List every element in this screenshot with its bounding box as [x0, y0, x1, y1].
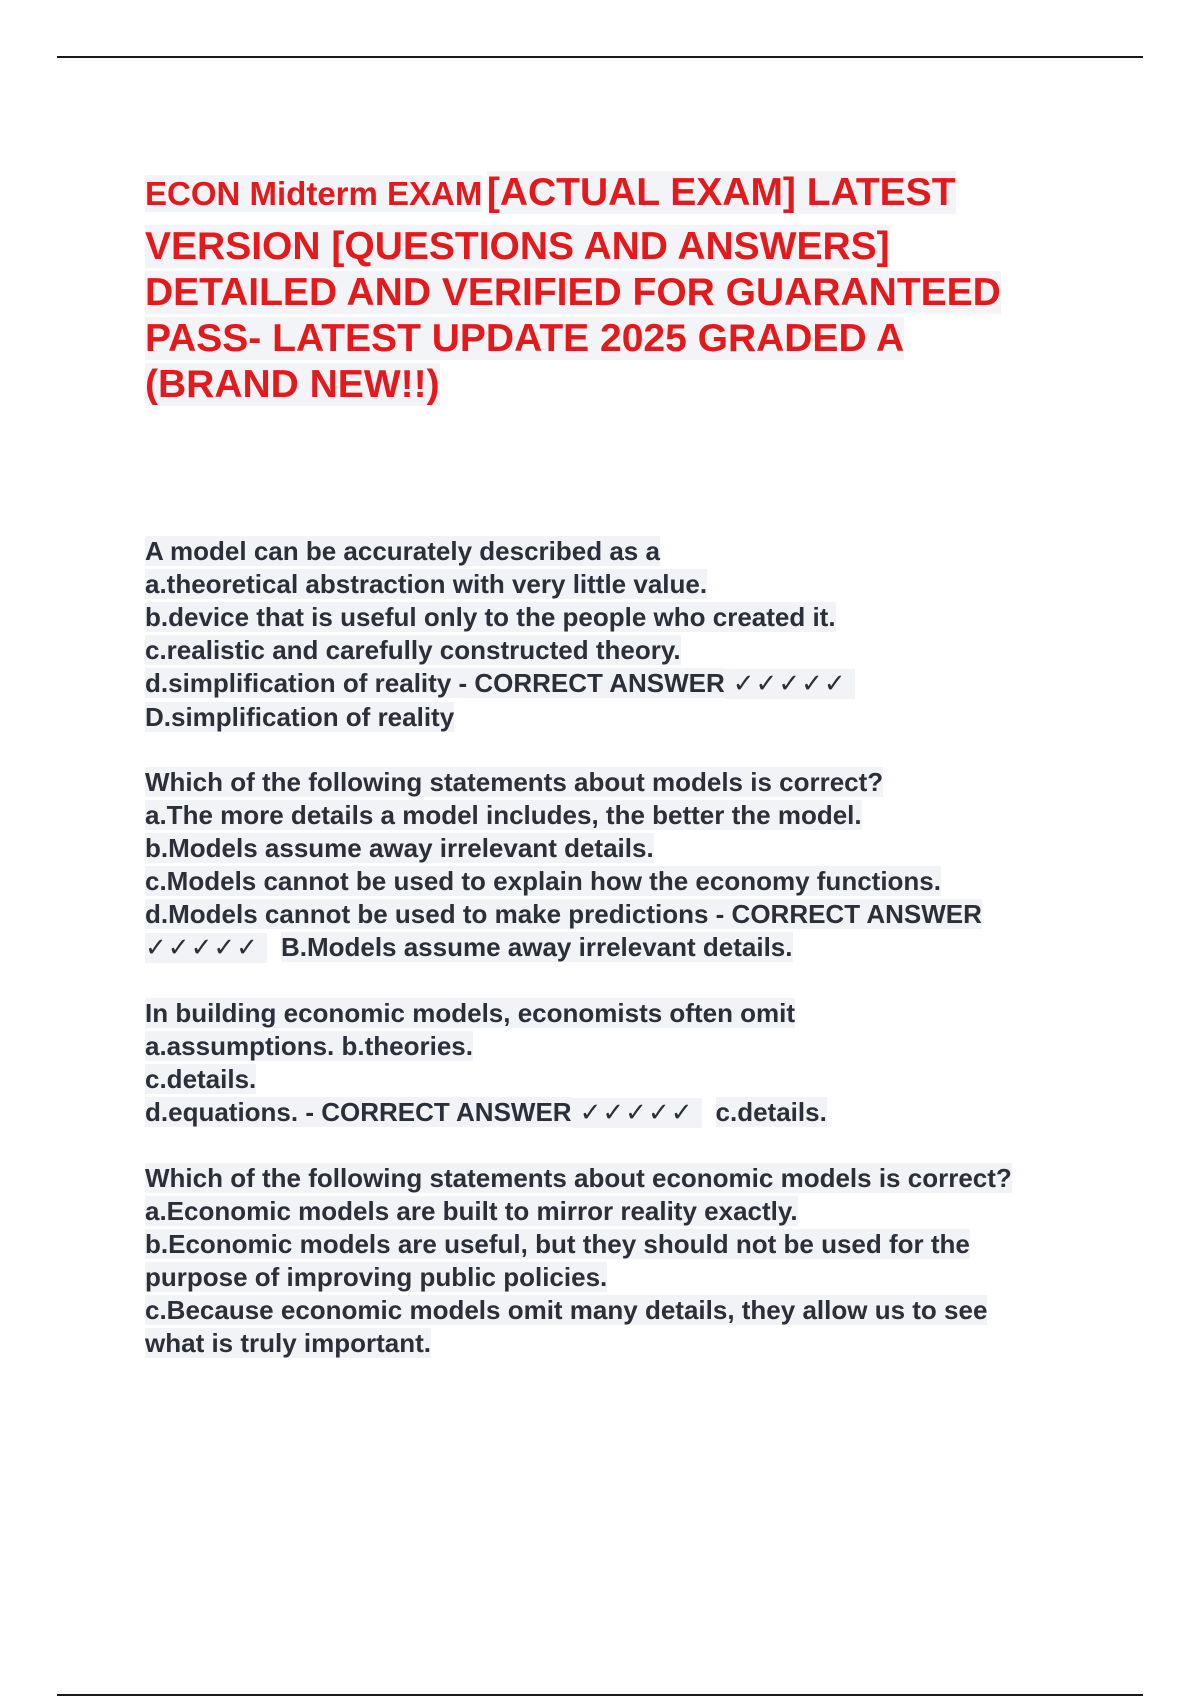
question-3: [145, 997, 1105, 1130]
option-c: c.realistic and carefully constructed theory.: [145, 635, 681, 665]
option-c: c.Because economic models omit many details, they allow us to see: [145, 1295, 988, 1325]
footer-rule: [57, 1694, 1143, 1696]
checkmarks-icon: ✓✓✓✓✓: [725, 669, 855, 699]
option-b: b.device that is useful only to the people who created it.: [145, 602, 836, 632]
checkmarks-icon: ✓✓✓✓✓: [145, 933, 267, 963]
option-b-continued: purpose of improving public policies.: [145, 1262, 608, 1292]
option-b: b.Economic models are useful, but they should not be used for the: [145, 1229, 970, 1259]
option-b: b.Models assume away irrelevant details.: [145, 833, 654, 863]
document-title: [145, 170, 1075, 408]
question-list: [145, 535, 1105, 1392]
question-2: [145, 766, 1105, 965]
correct-answer: D.simplification of reality: [145, 702, 455, 732]
option-a: a.Economic models are built to mirror reality exactly.: [145, 1196, 798, 1226]
checkmarks-icon: ✓✓✓✓✓: [572, 1098, 702, 1128]
option-d: d.equations. - CORRECT ANSWER: [145, 1097, 572, 1127]
option-a: a.theoretical abstraction with very little value.: [145, 569, 708, 599]
option-d: d.simplification of reality - CORRECT ANSWER: [145, 668, 725, 698]
option-a-b: a.assumptions. b.theories.: [145, 1031, 473, 1061]
header-rule: [57, 56, 1143, 58]
correct-answer: B.Models assume away irrelevant details.: [280, 932, 793, 962]
correct-answer: c.details.: [715, 1097, 827, 1127]
question-4: [145, 1162, 1105, 1360]
question-1: [145, 535, 1105, 734]
option-a: a.The more details a model includes, the better the model.: [145, 800, 862, 830]
title-part-2: [ACTUAL EXAM] LATEST: [486, 171, 956, 214]
title-line-2: VERSION [QUESTIONS AND ANSWERS]: [145, 225, 890, 268]
option-c: c.details.: [145, 1064, 257, 1094]
option-d: d.Models cannot be used to make predictions - CORRECT ANSWER: [145, 899, 982, 929]
question-prompt: Which of the following statements about models is correct?: [145, 767, 884, 797]
question-prompt: A model can be accurately described as a: [145, 536, 660, 566]
title-line-3: DETAILED AND VERIFIED FOR GUARANTEED: [145, 271, 1001, 314]
title-line-4: PASS- LATEST UPDATE 2025 GRADED A: [145, 317, 905, 360]
question-prompt: In building economic models, economists often omit: [145, 998, 796, 1028]
option-c: c.Models cannot be used to explain how the economy functions.: [145, 866, 941, 896]
title-line-5: (BRAND NEW!!): [145, 363, 440, 406]
option-c-continued: what is truly important.: [145, 1328, 432, 1358]
question-prompt: Which of the following statements about economic models is correct?: [145, 1163, 1012, 1193]
title-part-1: ECON Midterm EXAM: [145, 175, 483, 212]
